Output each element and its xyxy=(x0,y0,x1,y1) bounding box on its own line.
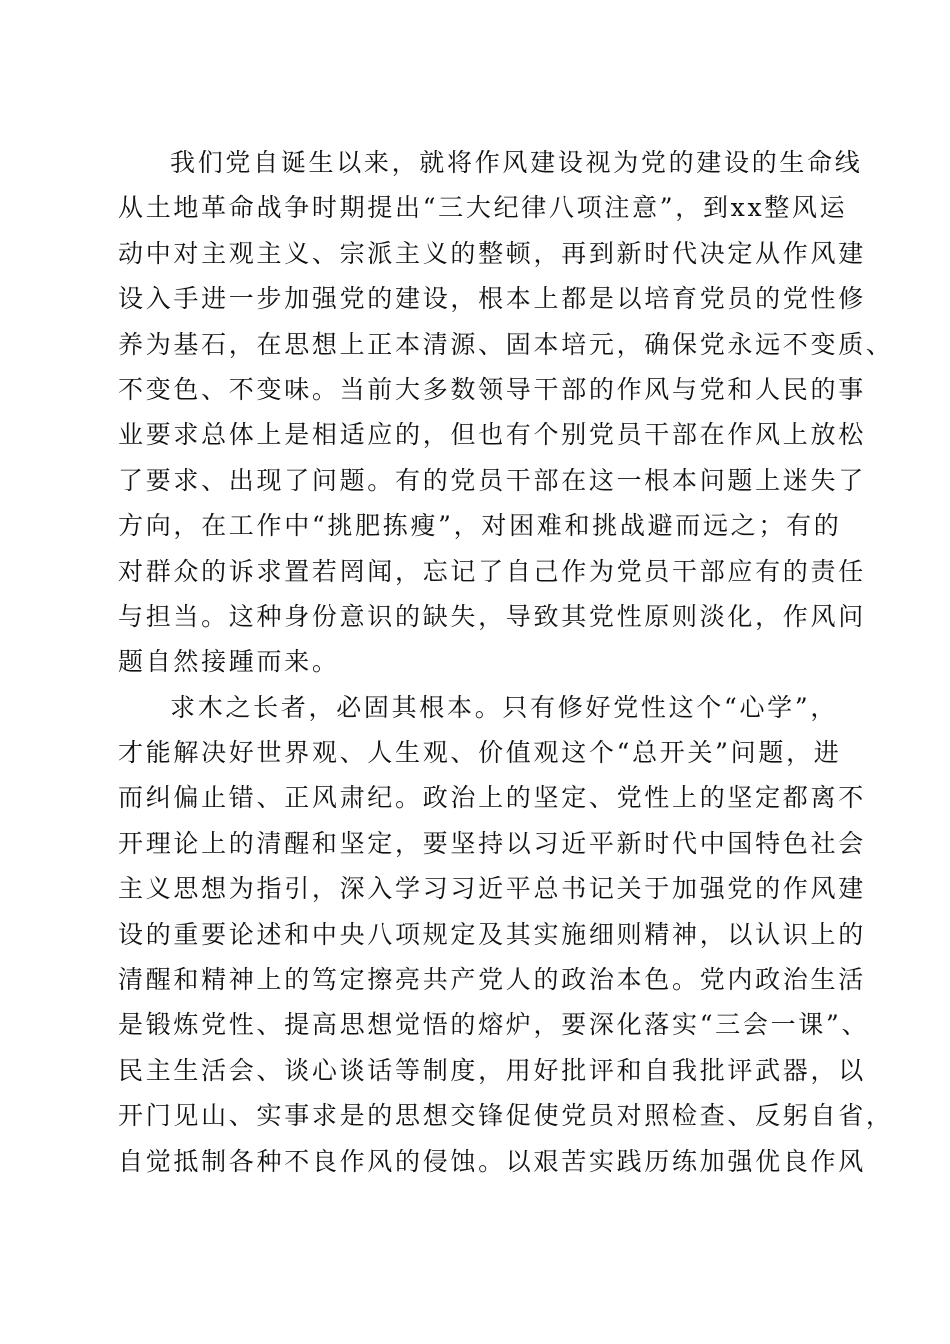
text-line: 从土地革命战争时期提出“三大纪律八项注意”，到xx整风运 xyxy=(118,193,848,223)
paragraph-1 xyxy=(118,140,894,685)
text-line: 我们党自诞生以来，就将作风建设视为党的建设的生命线 xyxy=(170,148,863,177)
text-line: 才能解决好世界观、人生观、价值观这个“总开关”问题，进 xyxy=(118,738,842,768)
text-line: 与担当。这种身份意识的缺失，导致其党性原则淡化，作风问 xyxy=(118,601,866,631)
paragraph-2 xyxy=(118,685,894,1184)
text-line: 对群众的诉求置若罔闻，忘记了自己作为党员干部应有的责任 xyxy=(118,556,866,586)
text-line: 设的重要论述和中央八项规定及其实施细则精神，以认识上的 xyxy=(118,919,866,949)
text-line: 是锻炼党性、提高思想觉悟的熔炉，要深化落实“三会一课”、 xyxy=(118,1010,870,1040)
text-line: 而纠偏止错、正风肃纪。政治上的坚定、党性上的坚定都离不 xyxy=(118,783,866,813)
text-line: 开理论上的清醒和坚定，要坚持以习近平新时代中国特色社会 xyxy=(118,828,866,858)
text-line: 方向，在工作中“挑肥拣瘦”，对困难和挑战避而远之；有的 xyxy=(118,511,842,541)
text-line: 求木之长者，必固其根本。只有修好党性这个“心学”， xyxy=(170,692,839,722)
text-line: 设入手进一步加强党的建设，根本上都是以培育党员的党性修 xyxy=(118,284,866,314)
text-line: 民主生活会、谈心谈话等制度，用好批评和自我批评武器，以 xyxy=(118,1055,866,1085)
text-line: 题自然接踵而来。 xyxy=(118,647,340,677)
text-line: 开门见山、实事求是的思想交锋促使党员对照检查、反躬自省， xyxy=(118,1101,894,1131)
text-line: 动中对主观主义、宗派主义的整顿，再到新时代决定从作风建 xyxy=(118,238,866,268)
text-line: 清醒和精神上的笃定擦亮共产党人的政治本色。党内政治生活 xyxy=(118,965,866,995)
text-line: 主义思想为指引，深入学习习近平总书记关于加强党的作风建 xyxy=(118,874,866,904)
text-line: 不变色、不变味。当前大多数领导干部的作风与党和人民的事 xyxy=(118,374,866,404)
document-body xyxy=(118,140,894,1184)
text-line: 了要求、出现了问题。有的党员干部在这一根本问题上迷失了 xyxy=(118,465,866,495)
text-line: 自觉抵制各种不良作风的侵蚀。以艰苦实践历练加强优良作风 xyxy=(118,1146,866,1176)
text-line: 养为基石，在思想上正本清源、固本培元，确保党永远不变质、 xyxy=(118,329,894,359)
text-line: 业要求总体上是相适应的，但也有个别党员干部在作风上放松 xyxy=(118,420,866,450)
